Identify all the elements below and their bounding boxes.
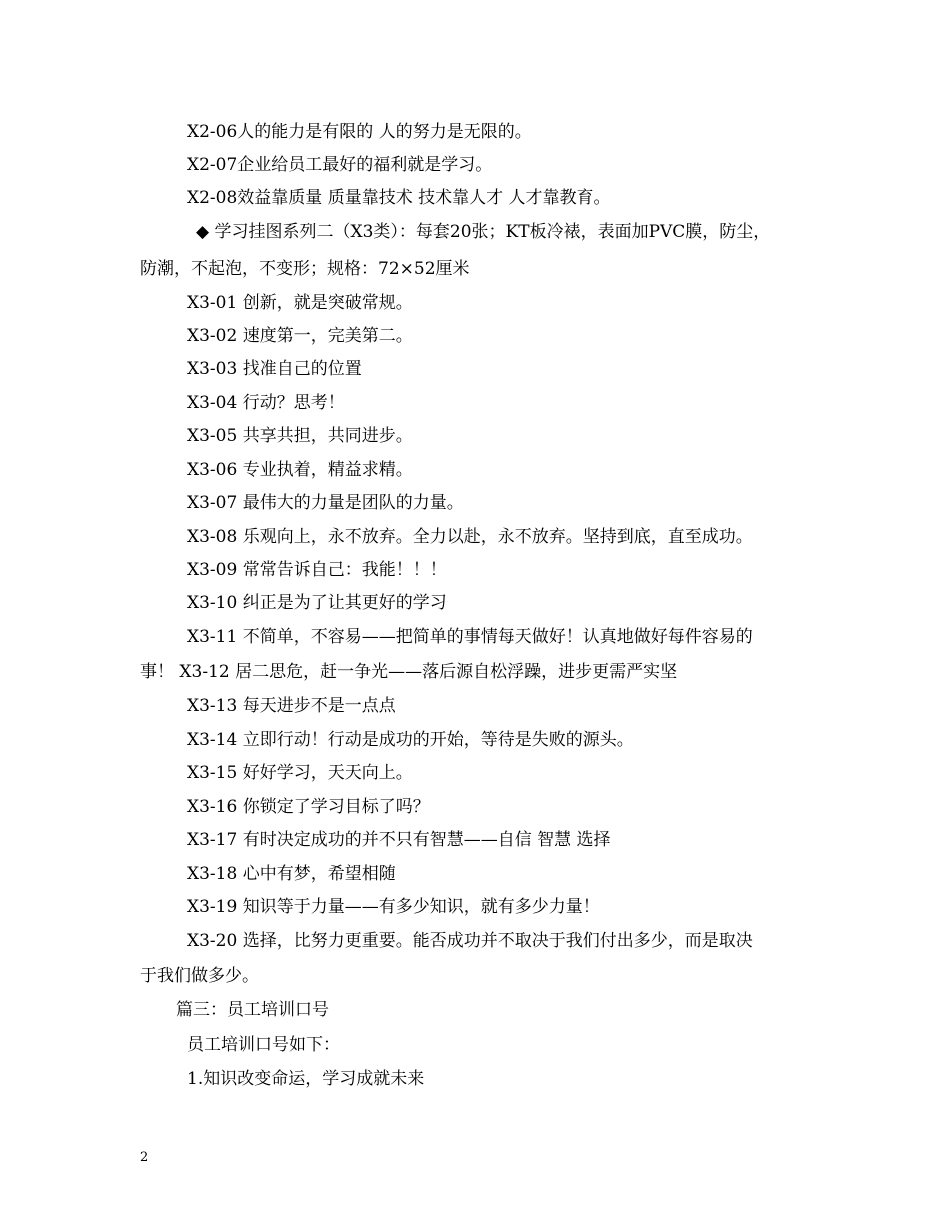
text-line: X3-04 行动？思考！ (187, 393, 345, 413)
text-line: X3-17 有时决定成功的并不只有智慧——自信 智慧 选择 (187, 830, 611, 850)
text-line: X3-06 专业执着，精益求精。 (187, 460, 413, 480)
text-line: X3-09 常常告诉自己：我能！！！ (187, 560, 447, 580)
text-line: X2-08效益靠质量 质量靠技术 技术靠人才 人才靠教育。 (187, 188, 611, 208)
text-line: X3-01 创新，就是突破常规。 (187, 293, 413, 313)
text-line: X3-11 不简单，不容易——把简单的事情每天做好！认真地做好每件容易的 (187, 627, 753, 647)
text-line: X3-14 立即行动！行动是成功的开始，等待是失败的源头。 (187, 730, 634, 750)
text-line: X3-18 心中有梦，希望相随 (187, 864, 396, 884)
text-line: 于我们做多少。 (140, 966, 259, 986)
page-number: 2 (140, 1150, 149, 1165)
text-line: X3-13 每天进步不是一点点 (187, 696, 396, 716)
text-line: 1.知识改变命运，学习成就未来 (187, 1069, 425, 1089)
text-line: X2-06人的能力是有限的 人的努力是无限的。 (187, 122, 532, 142)
section-heading: 篇三：员工培训口号 (176, 1000, 329, 1020)
text-line: X3-05 共享共担，共同进步。 (187, 426, 413, 446)
text-line: X3-07 最伟大的力量是团队的力量。 (187, 493, 464, 513)
text-line: X3-19 知识等于力量——有多少知识，就有多少力量！ (187, 897, 600, 917)
text-line: 防潮，不起泡，不变形；规格：72×52厘米 (140, 259, 470, 279)
text-line: X3-15 好好学习，天天向上。 (187, 763, 413, 783)
bullet-line: ◆ 学习挂图系列二（X3类）：每套20张；KT板冷裱，表面加PVC膜，防尘， (196, 222, 771, 242)
text-line: X2-07企业给员工最好的福利就是学习。 (187, 155, 493, 175)
text-line: X3-02 速度第一，完美第二。 (187, 326, 413, 346)
text-line: 员工培训口号如下： (187, 1035, 340, 1055)
text-line: X3-08 乐观向上，永不放弃。全力以赴，永不放弃。坚持到底，直至成功。 (187, 527, 753, 547)
text-line: X3-20 选择，比努力更重要。能否成功并不取决于我们付出多少，而是取决 (187, 931, 753, 951)
text-line: X3-10 纠正是为了让其更好的学习 (187, 593, 447, 613)
text-line: 事！ X3-12 居二思危，赶一争光——落后源自松浮躁，进步更需严实坚 (140, 662, 678, 682)
text-line: X3-16 你锁定了学习目标了吗？ (187, 797, 430, 817)
text-line: X3-03 找准自己的位置 (187, 359, 362, 379)
